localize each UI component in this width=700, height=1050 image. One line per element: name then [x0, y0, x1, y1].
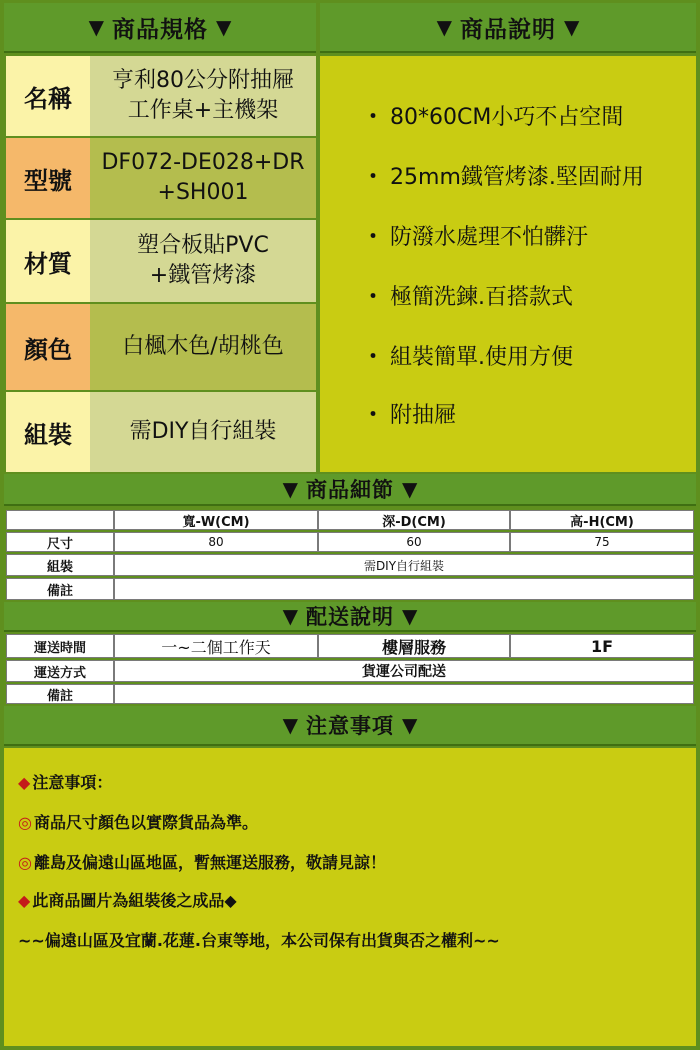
bullseye-icon: ◎ — [18, 853, 32, 872]
row-label-delivery-method: 運送方式 — [6, 660, 114, 682]
bullet-dot-icon: ・ — [362, 225, 385, 250]
spec-header — [4, 3, 316, 53]
details-header-title: 商品細節 — [306, 478, 394, 502]
notices-panel — [4, 748, 696, 1046]
size-width-value: 80 — [114, 532, 318, 552]
notice-item: ◆ 注意事項： — [18, 773, 113, 792]
description-item: ・ 25mm鐵管烤漆.堅固耐用 — [362, 165, 644, 190]
description-item: ・ 組裝簡單.使用方便 — [362, 345, 574, 370]
description-item: ・ 80*60CM小巧不占空間 — [362, 105, 624, 130]
triangle-down-icon: ▼ — [402, 477, 418, 501]
spec-header-title: 商品規格 — [112, 16, 208, 43]
triangle-down-icon: ▼ — [564, 15, 580, 39]
spec-label-assembly: 組裝 — [6, 392, 90, 472]
shipping-header — [4, 602, 696, 632]
triangle-down-icon: ▼ — [282, 604, 298, 628]
assembly-value: 需DIY自行組裝 — [114, 554, 694, 576]
bullet-dot-icon: ・ — [362, 105, 385, 130]
triangle-down-icon: ▼ — [216, 15, 232, 39]
row-label-shipping-remarks: 備註 — [6, 684, 114, 704]
notice-item: ◆ 此商品圖片為組裝後之成品◆ — [18, 891, 237, 910]
column-header-width: 寬-W(CM) — [114, 510, 318, 530]
desc-header — [320, 3, 696, 53]
notice-item: ~~偏遠山區及宜蘭.花蓮.台東等地，本公司保有出貨與否之權利~~ — [18, 931, 500, 950]
floor-service-label: 樓層服務 — [318, 634, 510, 658]
bullet-dot-icon: ・ — [362, 403, 385, 428]
size-depth-value: 60 — [318, 532, 510, 552]
bullet-dot-icon: ・ — [362, 345, 385, 370]
row-label-assembly: 組裝 — [6, 554, 114, 576]
row-label-size: 尺寸 — [6, 532, 114, 552]
column-header-depth: 深-D(CM) — [318, 510, 510, 530]
bullseye-icon: ◎ — [18, 813, 32, 832]
bullet-dot-icon: ・ — [362, 285, 385, 310]
spec-value-material: 塑合板貼PVC +鐵管烤漆 — [90, 220, 316, 302]
spec-label-name: 名稱 — [6, 56, 90, 136]
notice-header-title: 注意事項 — [306, 714, 394, 738]
description-item: ・ 附抽屜 — [362, 403, 457, 428]
notice-item: ◎ 離島及偏遠山區地區，暫無運送服務，敬請見諒！ — [18, 853, 386, 872]
desc-header-title: 商品說明 — [460, 16, 556, 43]
shipping-remarks-value — [114, 684, 694, 704]
spec-label-material: 材質 — [6, 220, 90, 302]
triangle-down-icon: ▼ — [436, 15, 452, 39]
spec-value-assembly: 需DIY自行組裝 — [90, 392, 316, 472]
details-corner-cell — [6, 510, 114, 530]
diamond-icon: ◆ — [18, 891, 31, 910]
notice-header — [4, 706, 696, 746]
details-header — [4, 474, 696, 506]
shipping-header-title: 配送說明 — [306, 605, 394, 629]
spec-value-model: DF072-DE028+DR +SH001 — [90, 138, 316, 218]
delivery-time-value: 一~二個工作天 — [114, 634, 318, 658]
spec-label-color: 顏色 — [6, 304, 90, 390]
size-height-value: 75 — [510, 532, 694, 552]
triangle-down-icon: ▼ — [402, 713, 418, 737]
details-remarks-value — [114, 578, 694, 600]
triangle-down-icon: ▼ — [282, 713, 298, 737]
row-label-delivery-time: 運送時間 — [6, 634, 114, 658]
tilde-marker: ~~ — [18, 931, 45, 950]
description-item: ・ 極簡洗鍊.百搭款式 — [362, 285, 574, 310]
triangle-down-icon: ▼ — [402, 604, 418, 628]
delivery-method-value: 貨運公司配送 — [114, 660, 694, 682]
floor-service-value: 1F — [510, 634, 694, 658]
description-panel — [320, 56, 696, 472]
triangle-down-icon: ▼ — [282, 477, 298, 501]
row-label-remarks: 備註 — [6, 578, 114, 600]
spec-value-name: 亨利80公分附抽屜 工作桌+主機架 — [90, 56, 316, 136]
notice-item: ◎ 商品尺寸顏色以實際貨品為準。 — [18, 813, 258, 832]
triangle-down-icon: ▼ — [88, 15, 104, 39]
bullet-dot-icon: ・ — [362, 165, 385, 190]
spec-value-color: 白楓木色/胡桃色 — [90, 304, 316, 390]
spec-label-model: 型號 — [6, 138, 90, 218]
description-item: ・ 防潑水處理不怕髒汙 — [362, 225, 589, 250]
diamond-icon: ◆ — [18, 773, 31, 792]
column-header-height: 高-H(CM) — [510, 510, 694, 530]
